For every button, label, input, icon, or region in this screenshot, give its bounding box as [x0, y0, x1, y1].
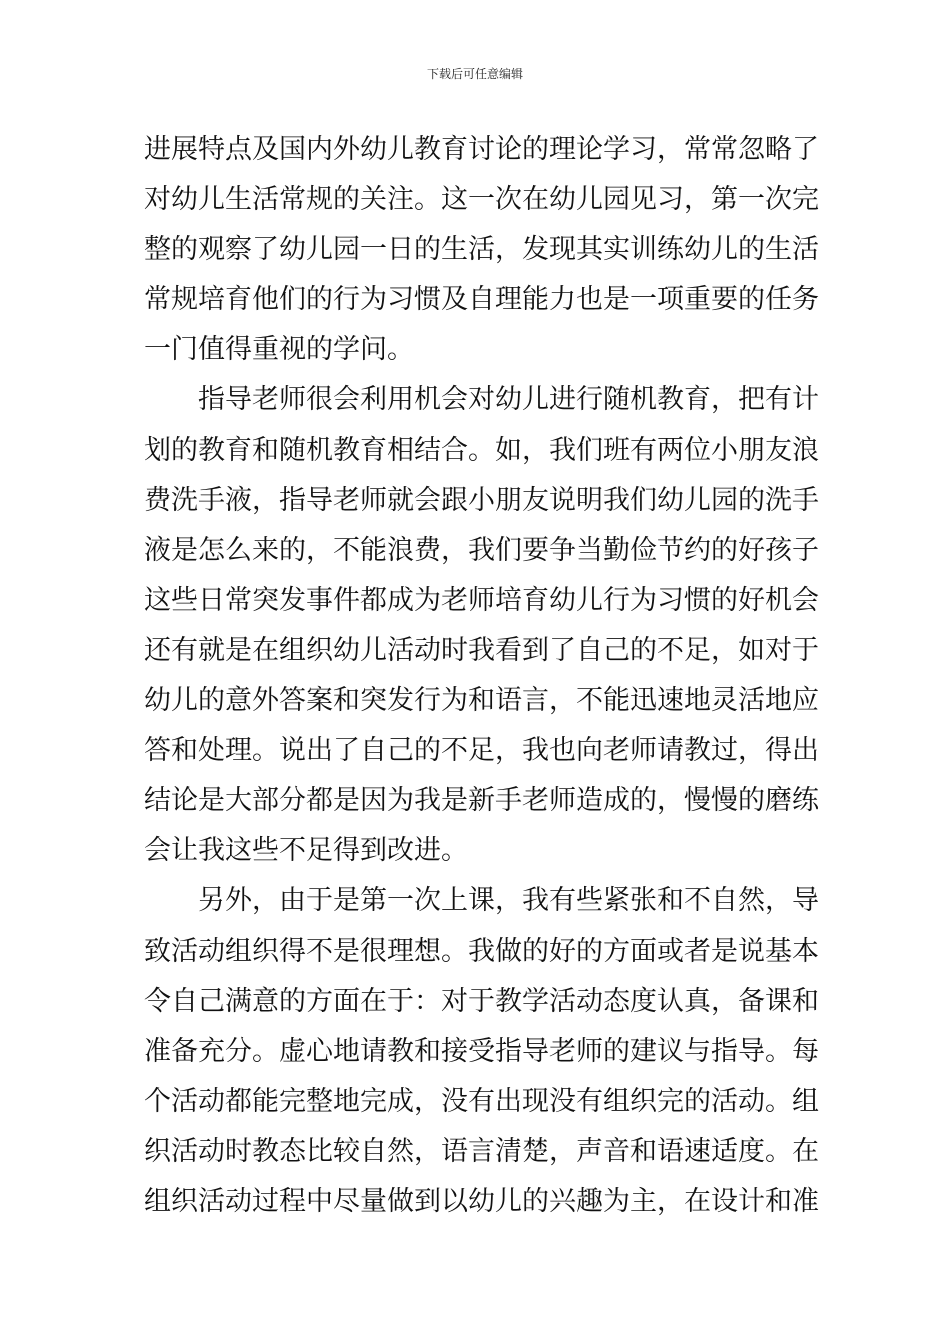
document-body [144, 125, 819, 1227]
text-line: 答和处理。说出了自己的不足，我也向老师请教过，得出 [144, 735, 819, 767]
text-line: 准备充分。虚心地请教和接受指导老师的建议与指导。每 [144, 1035, 819, 1067]
text-line: 液是怎么来的，不能浪费，我们要争当勤俭节约的好孩子 [144, 534, 819, 566]
text-line: 进展特点及国内外幼儿教育讨论的理论学习，常常忽略了 [144, 134, 819, 165]
text-line: 令自己满意的方面在于：对于教学活动态度认真，备课和 [144, 985, 819, 1017]
text-line: 整的观察了幼儿园一日的生活，发现其实训练幼儿的生活 [144, 234, 819, 266]
text-line: 会让我这些不足得到改进。 [144, 835, 468, 867]
text-line: 常规培育他们的行为习惯及自理能力也是一项重要的任务 [144, 284, 819, 316]
text-line: 费洗手液，指导老师就会跟小朋友说明我们幼儿园的洗手 [144, 484, 819, 516]
text-line: 这些日常突发事件都成为老师培育幼儿行为习惯的好机会 [144, 584, 819, 616]
text-line: 织活动时教态比较自然，语言清楚，声音和语速适度。在 [144, 1135, 819, 1167]
text-line: 组织活动过程中尽量做到以幼儿的兴趣为主，在设计和准 [144, 1185, 819, 1217]
text-line: 指导老师很会利用机会对幼儿进行随机教育，把有计 [198, 384, 819, 416]
text-line: 致活动组织得不是很理想。我做的好的方面或者是说基本 [144, 935, 819, 967]
text-line: 划的教育和随机教育相结合。如，我们班有两位小朋友浪 [144, 434, 819, 466]
text-line: 对幼儿生活常规的关注。这一次在幼儿园见习，第一次完 [144, 184, 819, 216]
text-line: 结论是大部分都是因为我是新手老师造成的，慢慢的磨练 [144, 785, 819, 817]
text-line: 另外，由于是第一次上课，我有些紧张和不自然，导 [198, 885, 819, 917]
page-header: 下载后可任意编辑 [426, 67, 523, 81]
text-line: 还有就是在组织幼儿活动时我看到了自己的不足，如对于 [144, 634, 819, 666]
text-line: 个活动都能完整地完成，没有出现没有组织完的活动。组 [144, 1085, 819, 1117]
text-line: 幼儿的意外答案和突发行为和语言，不能迅速地灵活地应 [144, 685, 819, 717]
text-line: 一门值得重视的学问。 [144, 334, 414, 366]
